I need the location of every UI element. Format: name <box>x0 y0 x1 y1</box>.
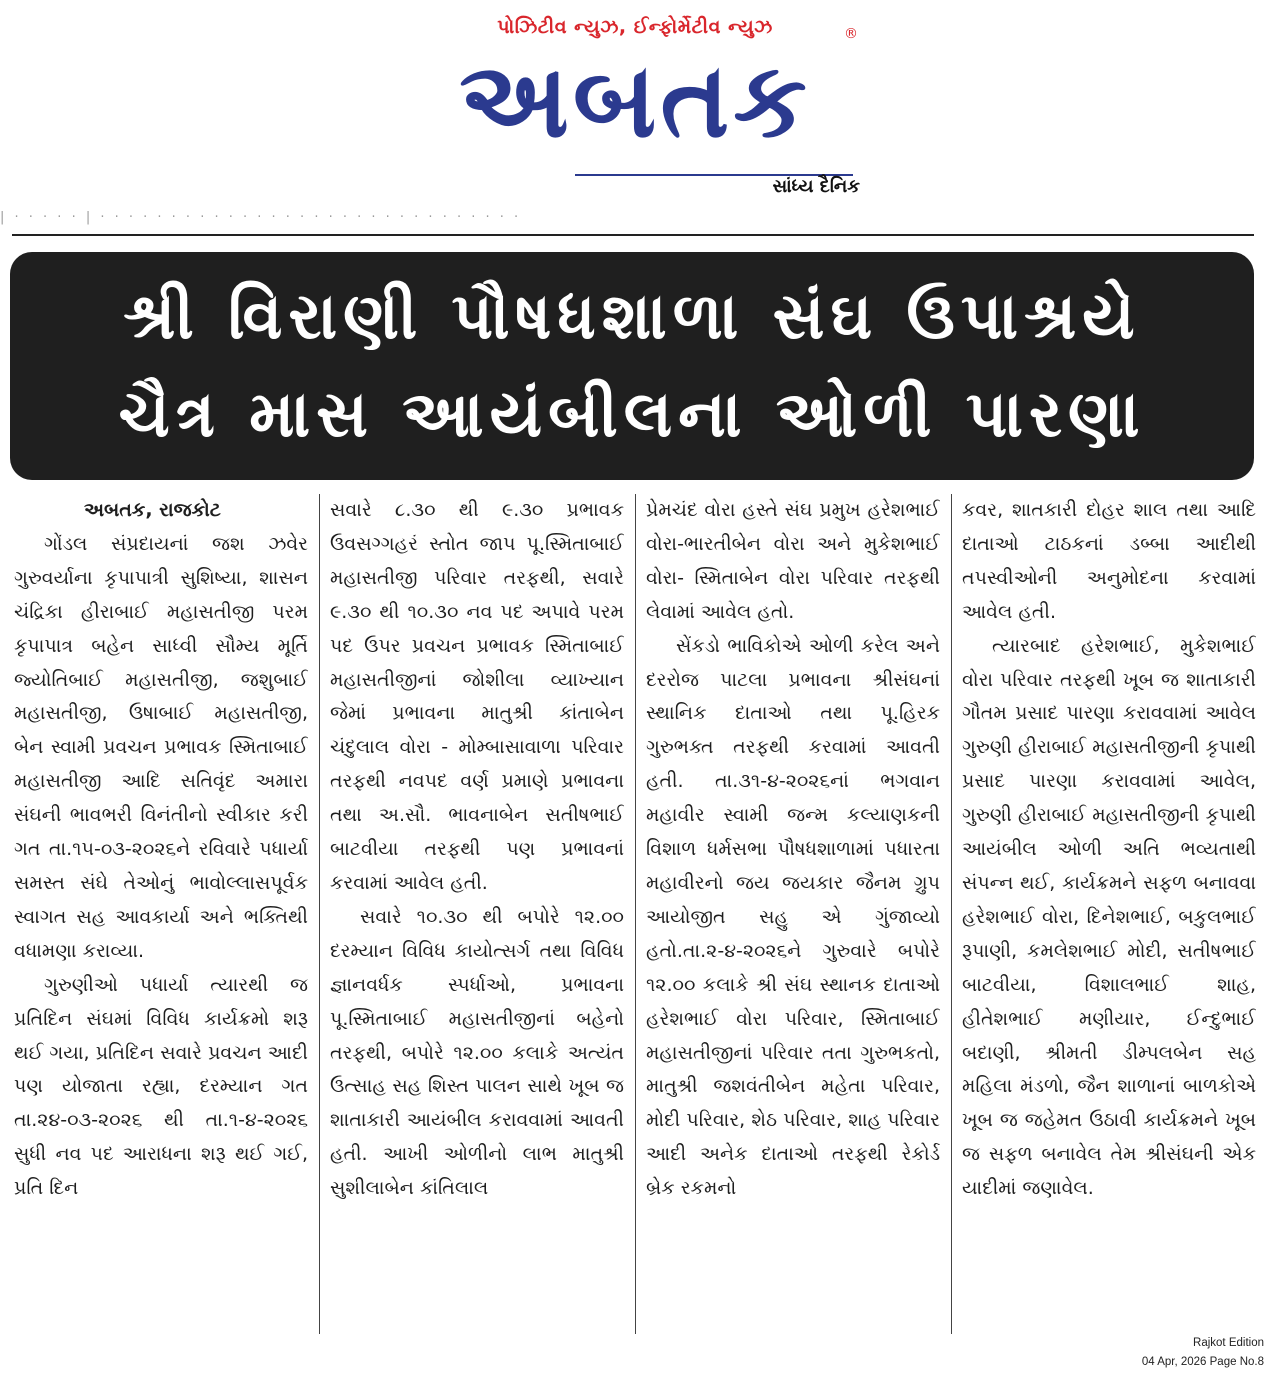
cropped-text-strip <box>0 206 1274 236</box>
masthead-subtitle: સાંધ્ય દૈનિક <box>772 176 860 197</box>
article-column-2 <box>330 494 624 1344</box>
paragraph: કવર, શાતકારી દોહર શાલ તથા આદિ દાતાઓ ટાઠકનાં ડબ્બા આદીથી તપસ્વીઓની અનુમોદના કરવામાં આવેલ હતી. <box>962 499 1256 623</box>
article-column-3 <box>646 494 940 1344</box>
dateline: અબતક, રાજકોટ <box>84 499 221 521</box>
header-divider <box>12 234 1254 236</box>
edition-info <box>1142 1334 1264 1372</box>
column-divider <box>319 494 320 1334</box>
edition-name: Rajkot Edition <box>1193 1337 1264 1349</box>
masthead <box>0 0 1274 205</box>
paragraph: ગુરુણીઓ પધાર્યા ત્યારથી જ પ્રતિદિન સંઘમાં વિવિધ કાર્યક્રમો શરૂ થઈ ગયા, પ્રતિદિન સવારે પ્રવચન આદી પણ યોજાતા રહ્યા, દરમ્યાન ગત તા.૨૪-૦૩-૨૦૨૬ થી તા.૧-૪-૨૦૨૬ સુધી નવ પદ આરાધના શરૂ થઈ ગઈ, પ્રતિ દિન <box>14 973 308 1200</box>
paragraph: પ્રેમચંદ વોરા હસ્તે સંઘ પ્રમુખ હરેશભાઈ વોરા-ભારતીબેન વોરા અને મુકેશભાઈ વોરા- સ્મિતાબેન વોરા પરિવાર તરફથી લેવામાં આવેલ હતો. <box>646 499 940 623</box>
registered-mark: ® <box>844 26 858 42</box>
cropped-text-remnant: | · · · · · | · · · · · · · · · · · · · · · · · · · · · · · · · · · · · · <box>0 210 522 225</box>
newspaper-logo: અબતક <box>459 39 811 161</box>
article-body <box>14 494 1258 1344</box>
headline-line-2: ચૈત્ર માસ આયંબીલના ઓળી પારણા <box>118 378 1146 452</box>
column-divider <box>951 494 952 1334</box>
headline-line-1: શ્રી વિરાણી પૌષધશાળા સંઘ ઉપાશ્રયે <box>123 280 1141 354</box>
paragraph: સવારે ૧૦.૩૦ થી બપોરે ૧૨.૦૦ દરમ્યાન વિવિધ કાયોત્સર્ગ તથા વિવિધ જ્ઞાનવર્ધક સ્પર્ધાઓ, પ્રભાવના પૂ.સ્મિતાબાઈ મહાસતીજીનાં બહેનો તરફથી, બપોરે ૧૨.૦૦ કલાકે અત્યંત ઉત્સાહ સહ શિસ્ત પાલન સાથે ખૂબ જ શાતાકારી આયંબીલ કરાવવામાં આવતી હતી. આખી ઓળીનો લાભ માતુશ્રી સુશીલાબેન કાંતિલાલ <box>330 905 624 1200</box>
paragraph: સેંકડો ભાવિકોએ ઓળી કરેલ અને દરરોજ પાટલા પ્રભાવના શ્રીસંઘનાં સ્થાનિક દાતાઓ તથા પૂ.હિરક ગુરુભક્ત તરફથી કરવામાં આવતી હતી. તા.૩૧-૪-૨૦૨૬નાં ભગવાન મહાવીર સ્વામી જન્મ કલ્યાણકની વિશાળ ધર્મસભા પૌષધશાળામાં પધારતા મહાવીરનો જય જયકાર જૈનમ ગ્રુપ આયોજીત સહુ એ ગુંજાવ્યો હતો.તા.૨-૪-૨૦૨૬ને ગુરુવારે બપોરે ૧૨.૦૦ કલાકે શ્રી સંઘ સ્થાનક દાતાઓ હરેશભાઈ વોરા પરિવાર, સ્મિતાબાઈ મહાસતીજીનાં પરિવાર તતા ગુરુભકતો, માતુશ્રી જશવંતીબેન મહેતા પરિવાર, મોદી પરિવાર, શેઠ પરિવાર, શાહ પરિવાર આદી અનેક દાતાઓ તરફથી રેકોર્ડ બ્રેક રકમનો <box>646 634 940 1200</box>
article-column-1 <box>14 494 308 1344</box>
edition-date-page: 04 Apr, 2026 Page No.8 <box>1141 1356 1264 1368</box>
paragraph: ગોંડલ સંપ્રદાયનાં જશ ઝવેર ગુરુવર્યાના કૃપાપાત્રી સુશિષ્યા, શાસન ચંદ્રિકા હીરાબાઈ મહાસતીજી પરમ કૃપાપાત્ર બહેન સાધ્વી સૌમ્ય મૂર્તિ જ્યોતિબાઈ મહાસતીજી, જશુબાઈ મહાસતીજી, ઉષાબાઈ મહાસતીજી, બેન સ્વામી પ્રવચન પ્રભાવક સ્મિતાબાઈ મહાસતીજી આદિ સતિવૃંદ અમારા સંઘની ભાવભરી વિનંતીનો સ્વીકાર કરી ગત તા.૧૫-૦૩-૨૦૨૬ને રવિવારે પધાર્યા સમસ્ત સંઘે તેઓનું ભાવોલ્લાસપૂર્વક સ્વાગત સહ આવકાર્યા અને ભક્તિથી વધામણા કરાવ્યા. <box>14 532 308 962</box>
masthead-tagline: પોઝિટીવ ન્યુઝ, ઈન્ફોર્મેટીવ ન્યુઝ <box>497 16 773 38</box>
paragraph: સવારે ૮.૩૦ થી ૯.૩૦ પ્રભાવક ઉવસગ્ગહરં સ્તોત જાપ પૂ.સ્મિતાબાઈ મહાસતીજી પરિવાર તરફથી, સવારે ૯.૩૦ થી ૧૦.૩૦ નવ પદ અપાવે પરમ પદ ઉપર પ્રવચન પ્રભાવક સ્મિતાબાઈ મહાસતીજીનાં જોશીલા વ્યાખ્યાન જેમાં પ્રભાવના માતુશ્રી કાંતાબેન ચંદુલાલ વોરા - મોમ્બાસાવાળા પરિવાર તરફથી નવપદ વર્ણ પ્રમાણે પ્રભાવના તથા અ.સૌ. ભાવનાબેન સતીષભાઈ બાટવીયા તરફથી પણ પ્રભાવનાં કરવામાં આવેલ હતી. <box>330 499 624 894</box>
article-column-4 <box>962 494 1256 1344</box>
paragraph: ત્યારબાદ હરેશભાઈ, મુકેશભાઈ વોરા પરિવાર તરફથી ખૂબ જ શાતાકારી ગૌતમ પ્રસાદ પારણા કરાવવામાં આવેલ ગુરુણી હીરાબાઈ મહાસતીજીની કૃપાથી પ્રસાદ પારણા કરાવવામાં આવેલ, ગુરુણી હીરાબાઈ મહાસતીજીની કૃપાથી આયંબીલ ઓળી અતિ ભવ્યતાથી સંપન્ન થઈ, કાર્યક્રમને સફળ બનાવવા હરેશભાઈ વોરા, દિનેશભાઈ, બકુલભાઈ રૂપાણી, કમલેશભાઈ મોદી, સતીષભાઈ બાટવીયા, વિશાલભાઈ શાહ, હીતેશભાઈ મણીયાર, ઈન્દુભાઈ બદાણી, શ્રીમતી ડીમ્પલબેન સહ મહિલા મંડળો, જૈન શાળાનાં બાળકોએ ખૂબ જ જહેમત ઉઠાવી કાર્યક્રમને ખૂબ જ સફળ બનાવેલ તેમ શ્રીસંઘની એક યાદીમાં જણાવેલ. <box>962 634 1256 1200</box>
headline-banner <box>10 252 1254 480</box>
column-divider <box>635 494 636 1334</box>
